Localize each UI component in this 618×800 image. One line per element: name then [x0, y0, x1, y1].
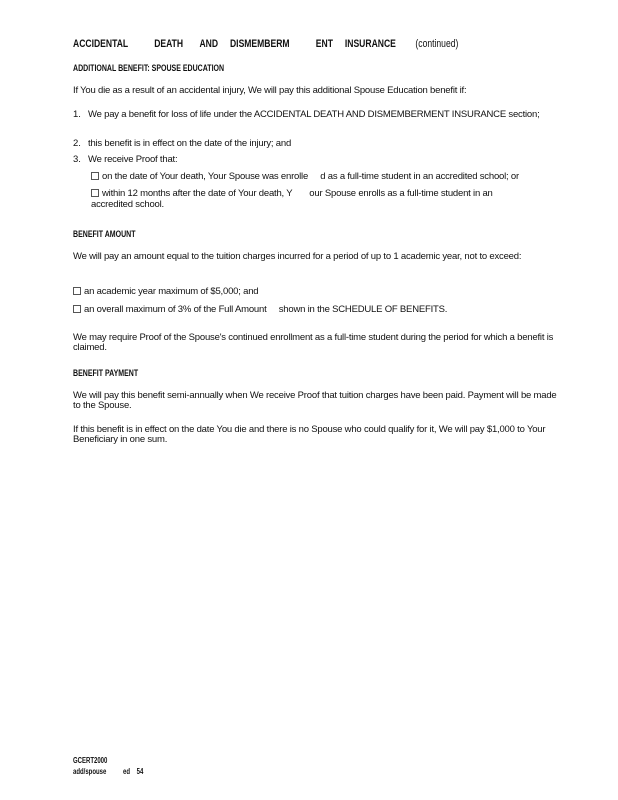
bullet-text: an overall maximum of 3% of the Full Amount shown in the SCHEDULE OF BENEFITS. — [84, 304, 448, 315]
checkbox-bullet-icon — [73, 287, 81, 295]
bullet-item — [73, 304, 561, 315]
list-item: We receive Proof that: — [88, 154, 178, 165]
list-number: 1. — [73, 109, 81, 120]
title-suffix: (continued) — [415, 38, 459, 50]
list-item: We pay a benefit for loss of life under the ACCIDENTAL DEATH AND DISMEMBERMENT INSURANCE section; — [88, 109, 540, 120]
payment-paragraph: We will pay this benefit semi-annually when We receive Proof that tuition charges have been paid. Payment will be made to the Spouse. — [73, 390, 557, 411]
title-main: ACCIDENTAL DEATH AND DISMEMBERM ENT INSURANCE — [73, 38, 396, 50]
section-heading-spouse-education: ADDITIONAL BENEFIT: SPOUSE EDUCATION — [73, 63, 225, 73]
beneficiary-paragraph: If this benefit is in effect on the date You die and there is no Spouse who could qualify for it, We will pay $1,000 to Your Beneficiary in one sum. — [73, 424, 546, 445]
intro-paragraph: If You die as a result of an accidental injury, We will pay this additional Spouse Education benefit if: — [73, 85, 467, 96]
footer-form-ref: add/spouse ed 54 — [73, 767, 144, 776]
benefit-amount-paragraph: We will pay an amount equal to the tuition charges incurred for a period of up to 1 academic year, not to exceed: — [73, 251, 522, 262]
sub-bullet-item — [91, 188, 531, 210]
list-number: 3. — [73, 154, 81, 165]
checkbox-bullet-icon — [91, 172, 99, 180]
section-heading-benefit-payment: BENEFIT PAYMENT — [73, 368, 139, 378]
sub-bullet-text: on the date of Your death, Your Spouse was enrolle d as a full-time student in an accredited school; or — [102, 171, 519, 182]
bullet-item — [73, 286, 561, 297]
checkbox-bullet-icon — [91, 189, 99, 197]
list-number: 2. — [73, 138, 81, 149]
page-title — [73, 38, 458, 50]
checkbox-bullet-icon — [73, 305, 81, 313]
footer-form-code: GCERT2000 — [73, 756, 108, 765]
proof-paragraph: We may require Proof of the Spouse's continued enrollment as a full-time student during the period for which a benefit is claimed. — [73, 332, 554, 353]
sub-bullet-item — [91, 171, 561, 182]
sub-bullet-text: within 12 months after the date of Your death, Y our Spouse enrolls as a full-time student in an accredited school. — [91, 188, 496, 210]
bullet-text: an academic year maximum of $5,000; and — [84, 286, 259, 297]
list-item: this benefit is in effect on the date of the injury; and — [88, 138, 292, 149]
section-heading-benefit-amount: BENEFIT AMOUNT — [73, 229, 136, 239]
